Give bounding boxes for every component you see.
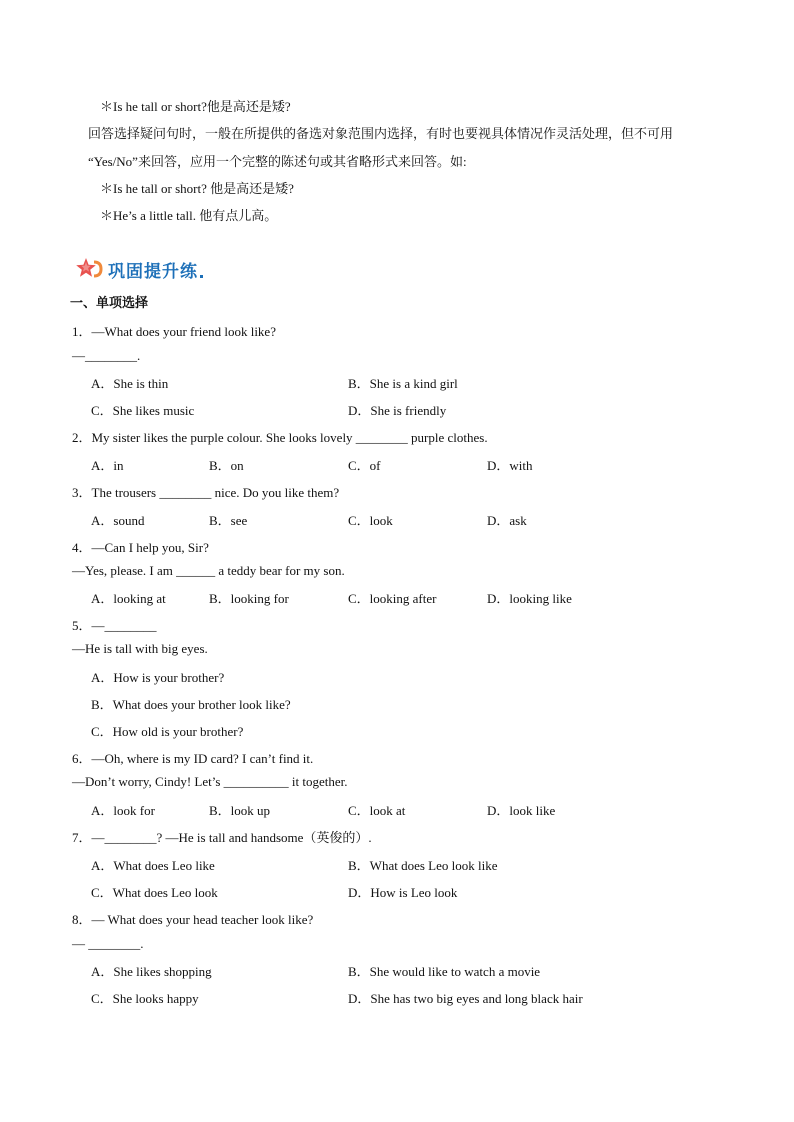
question-blank: —________. [72,348,141,363]
intro-example-answer: ＊He’s a little tall. 他有点儿高。 [100,208,278,223]
option-c: C．of [348,458,381,473]
option-d: D．ask [487,513,527,528]
question-stem: 6．—Oh, where is my ID card? I can’t find it. [72,751,314,766]
option-c: C．She likes music [91,403,195,418]
question-response: —Yes, please. I am ______ a teddy bear for my son. [72,563,345,578]
question-stem: 4．—Can I help you, Sir? [72,540,209,555]
option-a: A．She is thin [91,376,169,391]
intro-example-question: ＊Is he tall or short? 他是高还是矮? [100,181,294,196]
option-a: A．How is your brother? [91,670,225,685]
option-d: D．She is friendly [348,403,447,418]
option-c: C．looking after [348,591,437,606]
question-stem: 7．—________? —He is tall and handsome（英俊的）. [72,830,372,845]
question-stem: 2．My sister likes the purple colour. She looks lovely ________ purple clothes. [72,430,488,445]
option-b: B．She is a kind girl [348,376,458,391]
question-stem: 5．—________ [72,618,157,633]
option-d: D．How is Leo look [348,885,458,900]
intro-explanation-line: 回答选择疑问句时，一般在所提供的备选对象范围内选择，有时也要视具体情况作灵活处理，但不可用 [88,126,674,141]
question-stem: 8．— What does your head teacher look like? [72,912,314,927]
option-a: A．sound [91,513,145,528]
option-b: B．She would like to watch a movie [348,964,541,979]
section-header [76,256,203,282]
option-a: A．She likes shopping [91,964,212,979]
option-b: B．looking for [209,591,289,606]
option-a: A．looking at [91,591,166,606]
title-dot [200,275,203,278]
option-a: A．in [91,458,124,473]
part-heading: 一、单项选择 [70,296,149,311]
option-c: C．She looks happy [91,991,199,1006]
question-blank: — ________. [72,936,144,951]
option-c: C．How old is your brother? [91,724,244,739]
option-b: B．see [209,513,248,528]
question-stem: 3．The trousers ________ nice. Do you like them? [72,485,340,500]
section-title: 巩固提升练 [108,261,198,282]
question-response: —Don’t worry, Cindy! Let’s __________ it together. [72,774,348,789]
option-c: C．look at [348,803,406,818]
option-c: C．look [348,513,393,528]
option-c: C．What does Leo look [91,885,218,900]
option-b: B．What does your brother look like? [91,697,291,712]
option-b: B．What does Leo look like [348,858,498,873]
option-a: A．look for [91,803,155,818]
intro-explanation-line: “Yes/No”来回答，应用一个完整的陈述句或其省略形式来回答。如: [88,154,467,169]
option-d: D．She has two big eyes and long black hair [348,991,583,1006]
question-stem: 1．—What does your friend look like? [72,324,276,339]
option-d: D．look like [487,803,556,818]
option-d: D．with [487,458,533,473]
intro-example-question: ＊Is he tall or short?他是高还是矮? [100,99,291,114]
option-a: A．What does Leo like [91,858,215,873]
option-b: B．on [209,458,244,473]
option-d: D．looking like [487,591,572,606]
star-badge-icon [76,257,104,281]
option-b: B．look up [209,803,271,818]
question-response: —He is tall with big eyes. [72,641,208,656]
